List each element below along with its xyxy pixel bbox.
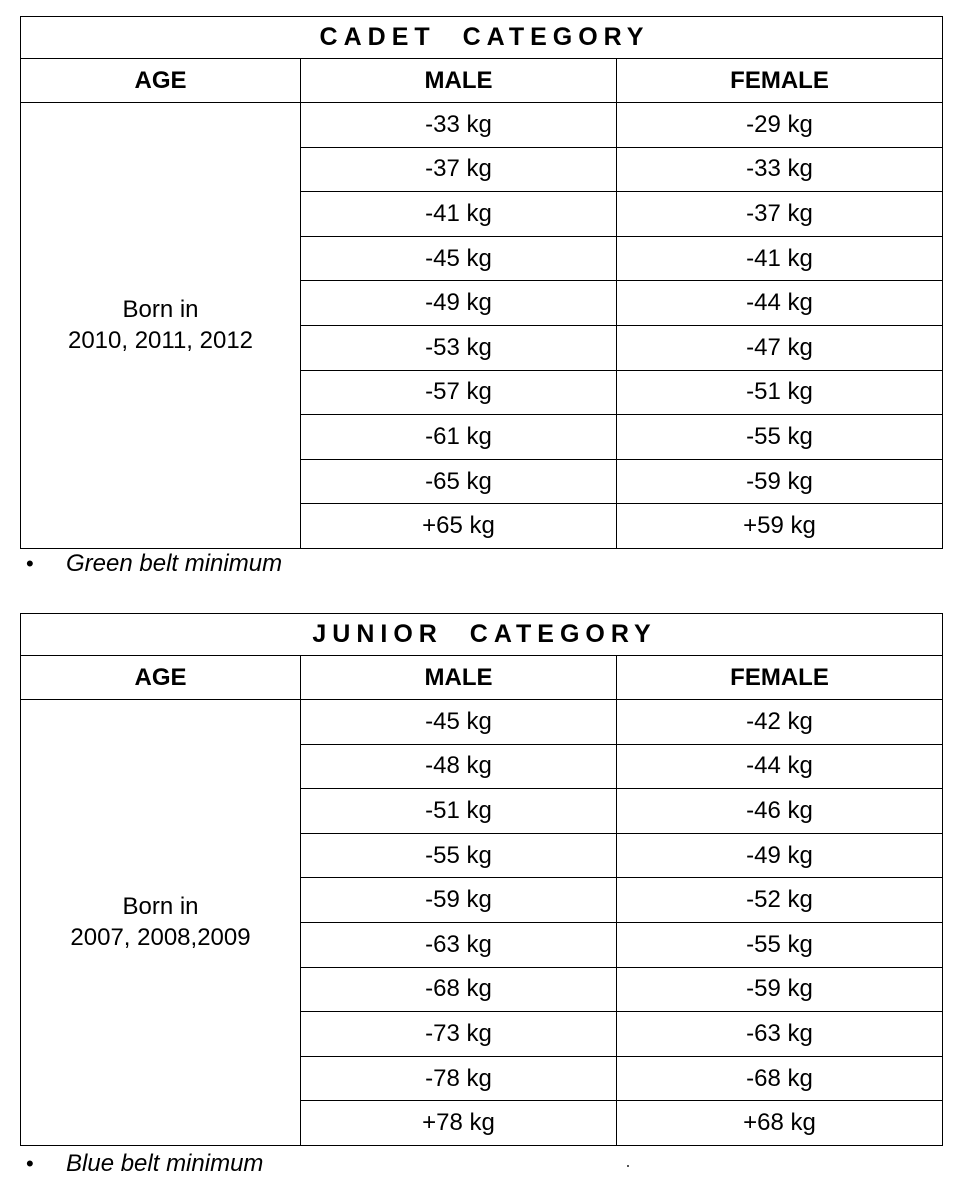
cadet-category-table [20, 16, 943, 549]
junior-header-age: AGE [21, 656, 301, 700]
junior-female-weight: -44 kg [617, 744, 943, 789]
junior-male-weight: -63 kg [301, 922, 617, 967]
junior-male-weight: -55 kg [301, 833, 617, 878]
junior-header-female: FEMALE [617, 656, 943, 700]
cadet-age-years: 2010, 2011, 2012 [67, 327, 254, 355]
junior-age-cell [21, 700, 301, 1146]
cadet-male-weight: -37 kg [301, 147, 617, 192]
junior-female-weight: -68 kg [617, 1056, 943, 1101]
cadet-male-weight: -49 kg [301, 281, 617, 326]
cadet-header-male: MALE [301, 59, 617, 103]
junior-table-title: JUNIOR CATEGORY [21, 614, 943, 656]
junior-male-weight: -48 kg [301, 744, 617, 789]
cadet-female-weight: -51 kg [617, 370, 943, 415]
junior-female-weight: +68 kg [617, 1101, 943, 1146]
cadet-male-weight: -57 kg [301, 370, 617, 415]
junior-belt-note-text: Blue belt minimum [66, 1150, 264, 1177]
bullet-icon: • [26, 1151, 34, 1176]
junior-male-weight: -78 kg [301, 1056, 617, 1101]
cadet-female-weight: -55 kg [617, 415, 943, 460]
junior-female-weight: -63 kg [617, 1012, 943, 1057]
cadet-female-weight: +59 kg [617, 504, 943, 549]
junior-age-years: 2007, 2008,2009 [70, 924, 251, 952]
junior-female-weight: -46 kg [617, 789, 943, 834]
junior-male-weight: -45 kg [301, 700, 617, 745]
cadet-female-weight: -29 kg [617, 103, 943, 148]
cadet-female-weight: -33 kg [617, 147, 943, 192]
cadet-male-weight: -53 kg [301, 325, 617, 370]
cadet-female-weight: -44 kg [617, 281, 943, 326]
cadet-female-weight: -47 kg [617, 325, 943, 370]
junior-female-weight: -55 kg [617, 922, 943, 967]
junior-category-table [20, 613, 943, 1146]
cadet-belt-note [26, 550, 282, 578]
stray-dot [627, 1165, 629, 1167]
junior-male-weight: -68 kg [301, 967, 617, 1012]
cadet-male-weight: -65 kg [301, 459, 617, 504]
cadet-header-age: AGE [21, 59, 301, 103]
junior-male-weight: -51 kg [301, 789, 617, 834]
bullet-icon: • [26, 551, 34, 576]
cadet-female-weight: -41 kg [617, 236, 943, 281]
cadet-table-title: CADET CATEGORY [21, 17, 943, 59]
junior-female-weight: -49 kg [617, 833, 943, 878]
junior-age-label: Born in [122, 893, 199, 921]
cadet-header-female: FEMALE [617, 59, 943, 103]
junior-female-weight: -42 kg [617, 700, 943, 745]
cadet-male-weight: -45 kg [301, 236, 617, 281]
junior-male-weight: -59 kg [301, 878, 617, 923]
junior-male-weight: -73 kg [301, 1012, 617, 1057]
junior-female-weight: -59 kg [617, 967, 943, 1012]
cadet-category-section [20, 16, 942, 549]
cadet-age-cell [21, 103, 301, 549]
cadet-male-weight: +65 kg [301, 504, 617, 549]
cadet-male-weight: -33 kg [301, 103, 617, 148]
cadet-age-label: Born in [122, 296, 199, 324]
cadet-female-weight: -59 kg [617, 459, 943, 504]
junior-male-weight: +78 kg [301, 1101, 617, 1146]
table-row [21, 103, 943, 148]
table-row [21, 700, 943, 745]
cadet-female-weight: -37 kg [617, 192, 943, 237]
cadet-male-weight: -41 kg [301, 192, 617, 237]
junior-header-male: MALE [301, 656, 617, 700]
junior-belt-note [26, 1150, 263, 1178]
cadet-belt-note-text: Green belt minimum [66, 550, 283, 577]
junior-category-section [20, 613, 942, 1146]
cadet-male-weight: -61 kg [301, 415, 617, 460]
junior-female-weight: -52 kg [617, 878, 943, 923]
